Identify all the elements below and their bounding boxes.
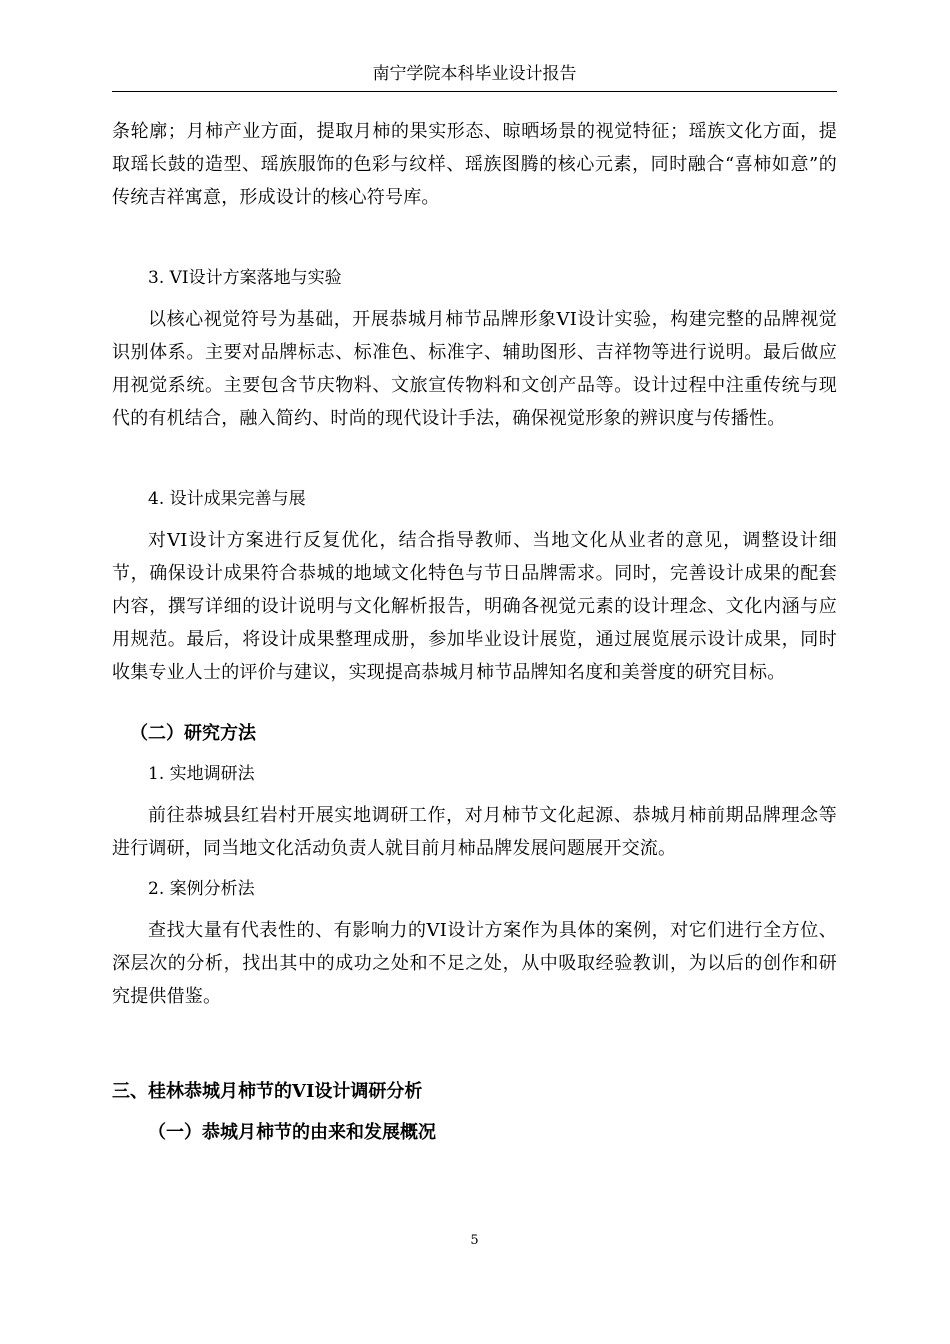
step4-paragraph: 对VI设计方案进行反复优化，结合指导教师、当地文化从业者的意见，调整设计细节，确保设计成果符合恭城的地域文化特色与节日品牌需求。同时，完善设计成果的配套内容，撰写详细的设计说明与文化解析报告，明确各视觉元素的设计理念、文化内涵与应用规范。最后，将设计成果整理成册，参加毕业设计展览，通过展览展示设计成果，同时收集专业人士的评价与建议，实现提高恭城月柿节品牌知名度和美誉度的研究目标。 <box>112 530 837 683</box>
paragraph-intro: 条轮廓；月柿产业方面，提取月柿的果实形态、晾晒场景的视觉特征；瑶族文化方面，提取瑶长鼓的造型、瑶族服饰的色彩与纹样、瑶族图腾的核心元素，同时融合“喜柿如意”的传统吉祥寓意，形成设计的核心符号库。 <box>112 121 837 208</box>
step3-paragraph: 以核心视觉符号为基础，开展恭城月柿节品牌形象VI设计实验，构建完整的品牌视觉识别体系。主要对品牌标志、标准色、标准字、辅助图形、吉祥物等进行说明。最后做应用视觉系统。主要包含节庆物料、文旅宣传物料和文创产品等。设计过程中注重传统与现代的有机结合，融入简约、时尚的现代设计手法，确保视觉形象的辨识度与传播性。 <box>112 309 837 429</box>
method2-paragraph: 查找大量有代表性的、有影响力的VI设计方案作为具体的案例，对它们进行全方位、深层次的分析，找出其中的成功之处和不足之处，从中吸取经验教训，为以后的创作和研究提供借鉴。 <box>112 920 837 1007</box>
step4-title: 4. 设计成果完善与展 <box>148 489 306 509</box>
method2-title: 2. 案例分析法 <box>148 879 255 899</box>
method1-paragraph: 前往恭城县红岩村开展实地调研工作，对月柿节文化起源、恭城月柿前期品牌理念等进行调研，同当地文化活动负责人就目前月柿品牌发展问题展开交流。 <box>112 805 837 859</box>
header-divider <box>112 91 837 92</box>
page-number: 5 <box>470 1233 479 1248</box>
section3-heading: 三、桂林恭城月柿节的VI设计调研分析 <box>112 1081 423 1102</box>
step3-title: 3. VI设计方案落地与实验 <box>148 268 342 288</box>
document-body <box>112 115 837 1149</box>
running-header: 南宁学院本科毕业设计报告 <box>372 64 577 84</box>
section3-subheading: （一）恭城月柿节的由来和发展概况 <box>148 1122 436 1143</box>
method1-title: 1. 实地调研法 <box>148 764 255 784</box>
methods-heading: （二）研究方法 <box>130 723 256 744</box>
